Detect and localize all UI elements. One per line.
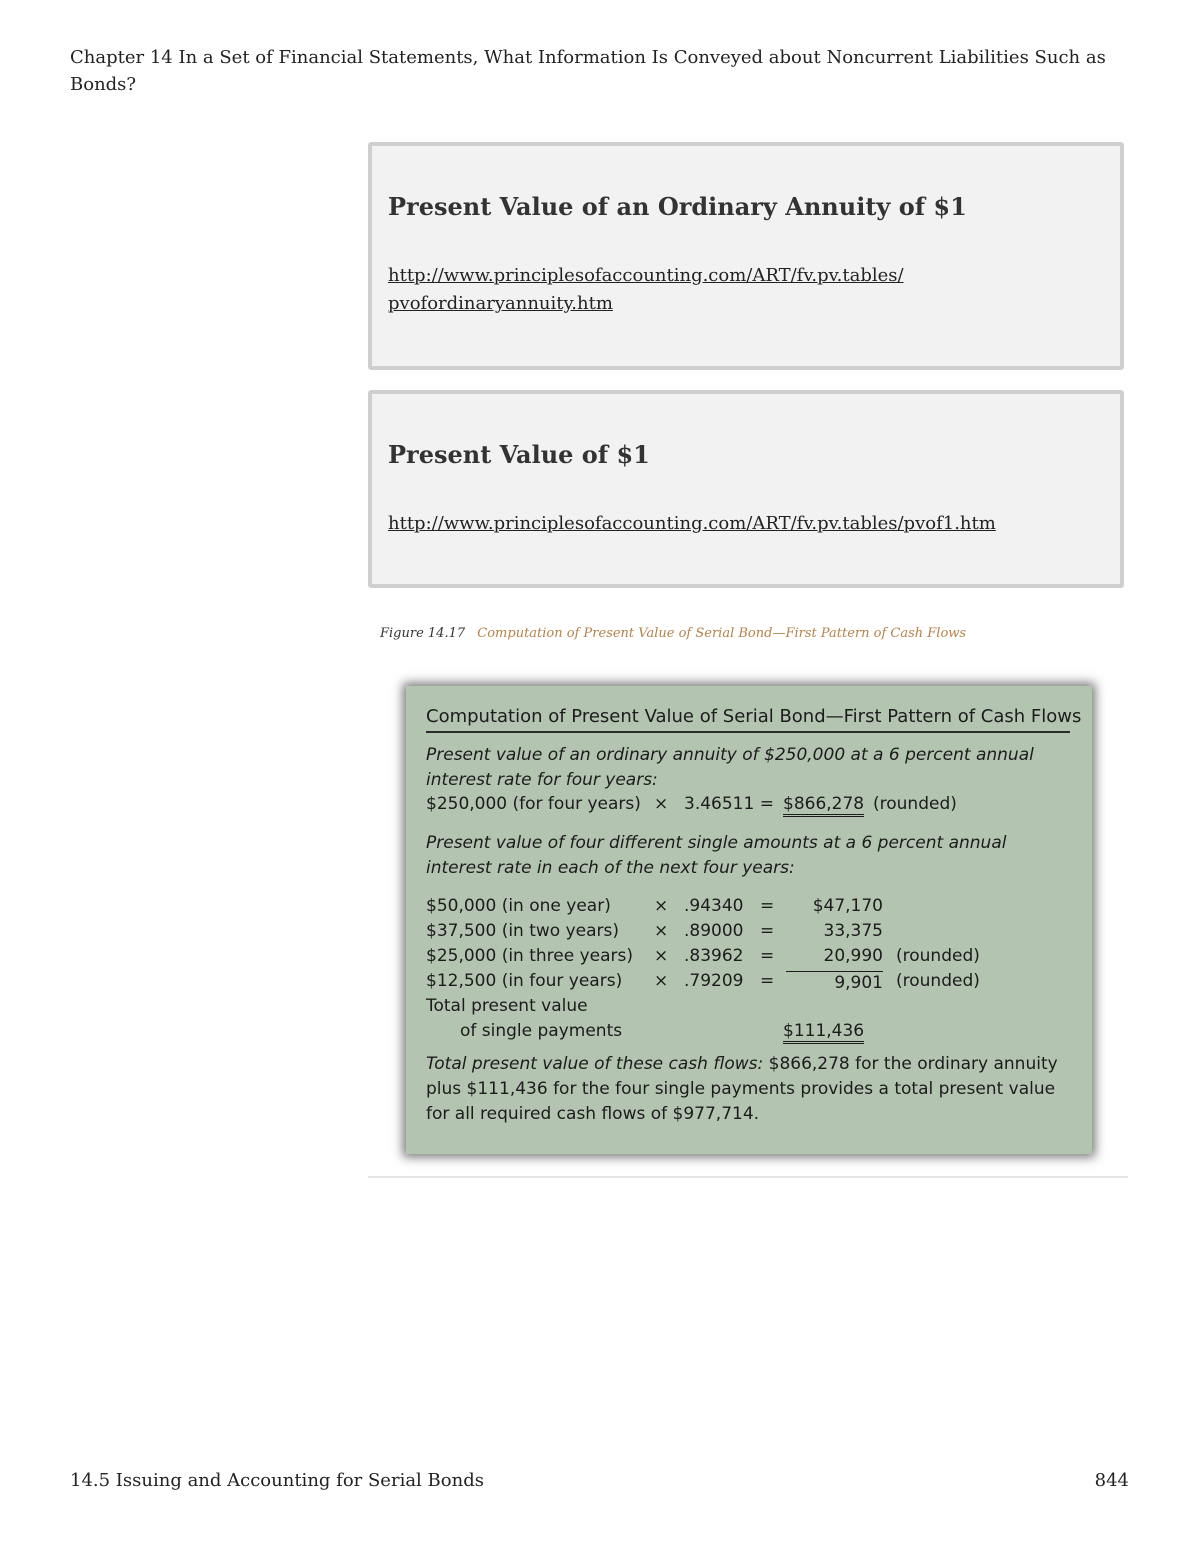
row-factor: .79209 [684, 971, 744, 991]
row-desc: $25,000 (in three years) [426, 946, 634, 966]
equals-sign: = [760, 896, 775, 916]
page-number: 844 [1094, 1470, 1129, 1491]
figure-number: Figure 14.17 [380, 626, 466, 641]
times-sign: × [654, 971, 669, 991]
row-amount: 9,901 [786, 971, 883, 994]
total-row [426, 1021, 1046, 1046]
link-box-title: Present Value of $1 [388, 440, 650, 469]
row-note: (rounded) [896, 971, 980, 991]
total-label-row [426, 996, 1046, 1021]
annuity-desc: $250,000 (for four years) [426, 794, 641, 814]
table-row [426, 921, 1046, 946]
equals-sign: = [760, 946, 775, 966]
link-box-annuity [368, 142, 1124, 370]
single-intro: Present value of four different single amounts at a 6 percent annual interest rate in each of the next four years: [426, 833, 1007, 878]
section-divider [368, 1176, 1128, 1178]
link-box-title: Present Value of an Ordinary Annuity of $1 [388, 192, 967, 221]
times-sign: × [654, 921, 669, 941]
equals-sign: = [760, 971, 775, 991]
link-line-2: pvofordinaryannuity.htm [388, 293, 613, 314]
row-note: (rounded) [896, 946, 980, 966]
link-line-1: http://www.principlesofaccounting.com/ART/fv.pv.tables/ [388, 265, 904, 286]
row-factor: .94340 [684, 896, 744, 916]
conclusion-lead: Total present value of these cash flows: [426, 1054, 764, 1074]
figure-heading: Computation of Present Value of Serial Bond—First Pattern of Cash Flows [426, 706, 1070, 733]
table-row [426, 971, 1046, 996]
row-desc: $12,500 (in four years) [426, 971, 623, 991]
times-sign: × [654, 946, 669, 966]
equals-sign: = [760, 921, 775, 941]
row-factor: .83962 [684, 946, 744, 966]
row-factor: .89000 [684, 921, 744, 941]
figure-caption-title: Computation of Present Value of Serial Bond—First Pattern of Cash Flows [477, 626, 967, 641]
total-label: of single payments [460, 1021, 623, 1041]
running-head: Chapter 14 In a Set of Financial Statements, What Information Is Conveyed about Noncurrent Liabilities Such as Bonds? [70, 47, 1106, 95]
row-desc: $37,500 (in two years) [426, 921, 620, 941]
total-label: Total present value [426, 996, 588, 1016]
annuity-table-link[interactable] [388, 262, 1088, 318]
table-row [426, 946, 1046, 971]
pv-table-link[interactable]: http://www.principlesofaccounting.com/ART/fv.pv.tables/pvof1.htm [388, 513, 996, 534]
times-sign: × [654, 896, 669, 916]
row-desc: $50,000 (in one year) [426, 896, 611, 916]
conclusion-text: $866,278 for the ordinary annuity plus $111,436 for the four single payments provides a total present value for all required cash flows of $977,714. [426, 1054, 1058, 1124]
row-amount: $47,170 [812, 896, 883, 916]
conclusion [426, 1052, 1074, 1127]
table-row [426, 896, 1046, 921]
figure-image [406, 686, 1092, 1154]
link-box-single [368, 390, 1124, 588]
annuity-factor: 3.46511 = [684, 794, 774, 814]
annuity-amount: $866,278 [783, 794, 864, 817]
figure-caption [380, 626, 966, 641]
annuity-note: (rounded) [873, 794, 957, 814]
row-amount: 33,375 [823, 921, 883, 941]
total-amount: $111,436 [783, 1021, 864, 1041]
footer-section-title: 14.5 Issuing and Accounting for Serial Bonds [70, 1470, 484, 1491]
annuity-intro: Present value of an ordinary annuity of $250,000 at a 6 percent annual interest rate for four years: [426, 745, 1034, 790]
row-amount: 20,990 [823, 946, 883, 966]
times-sign: × [654, 794, 669, 814]
